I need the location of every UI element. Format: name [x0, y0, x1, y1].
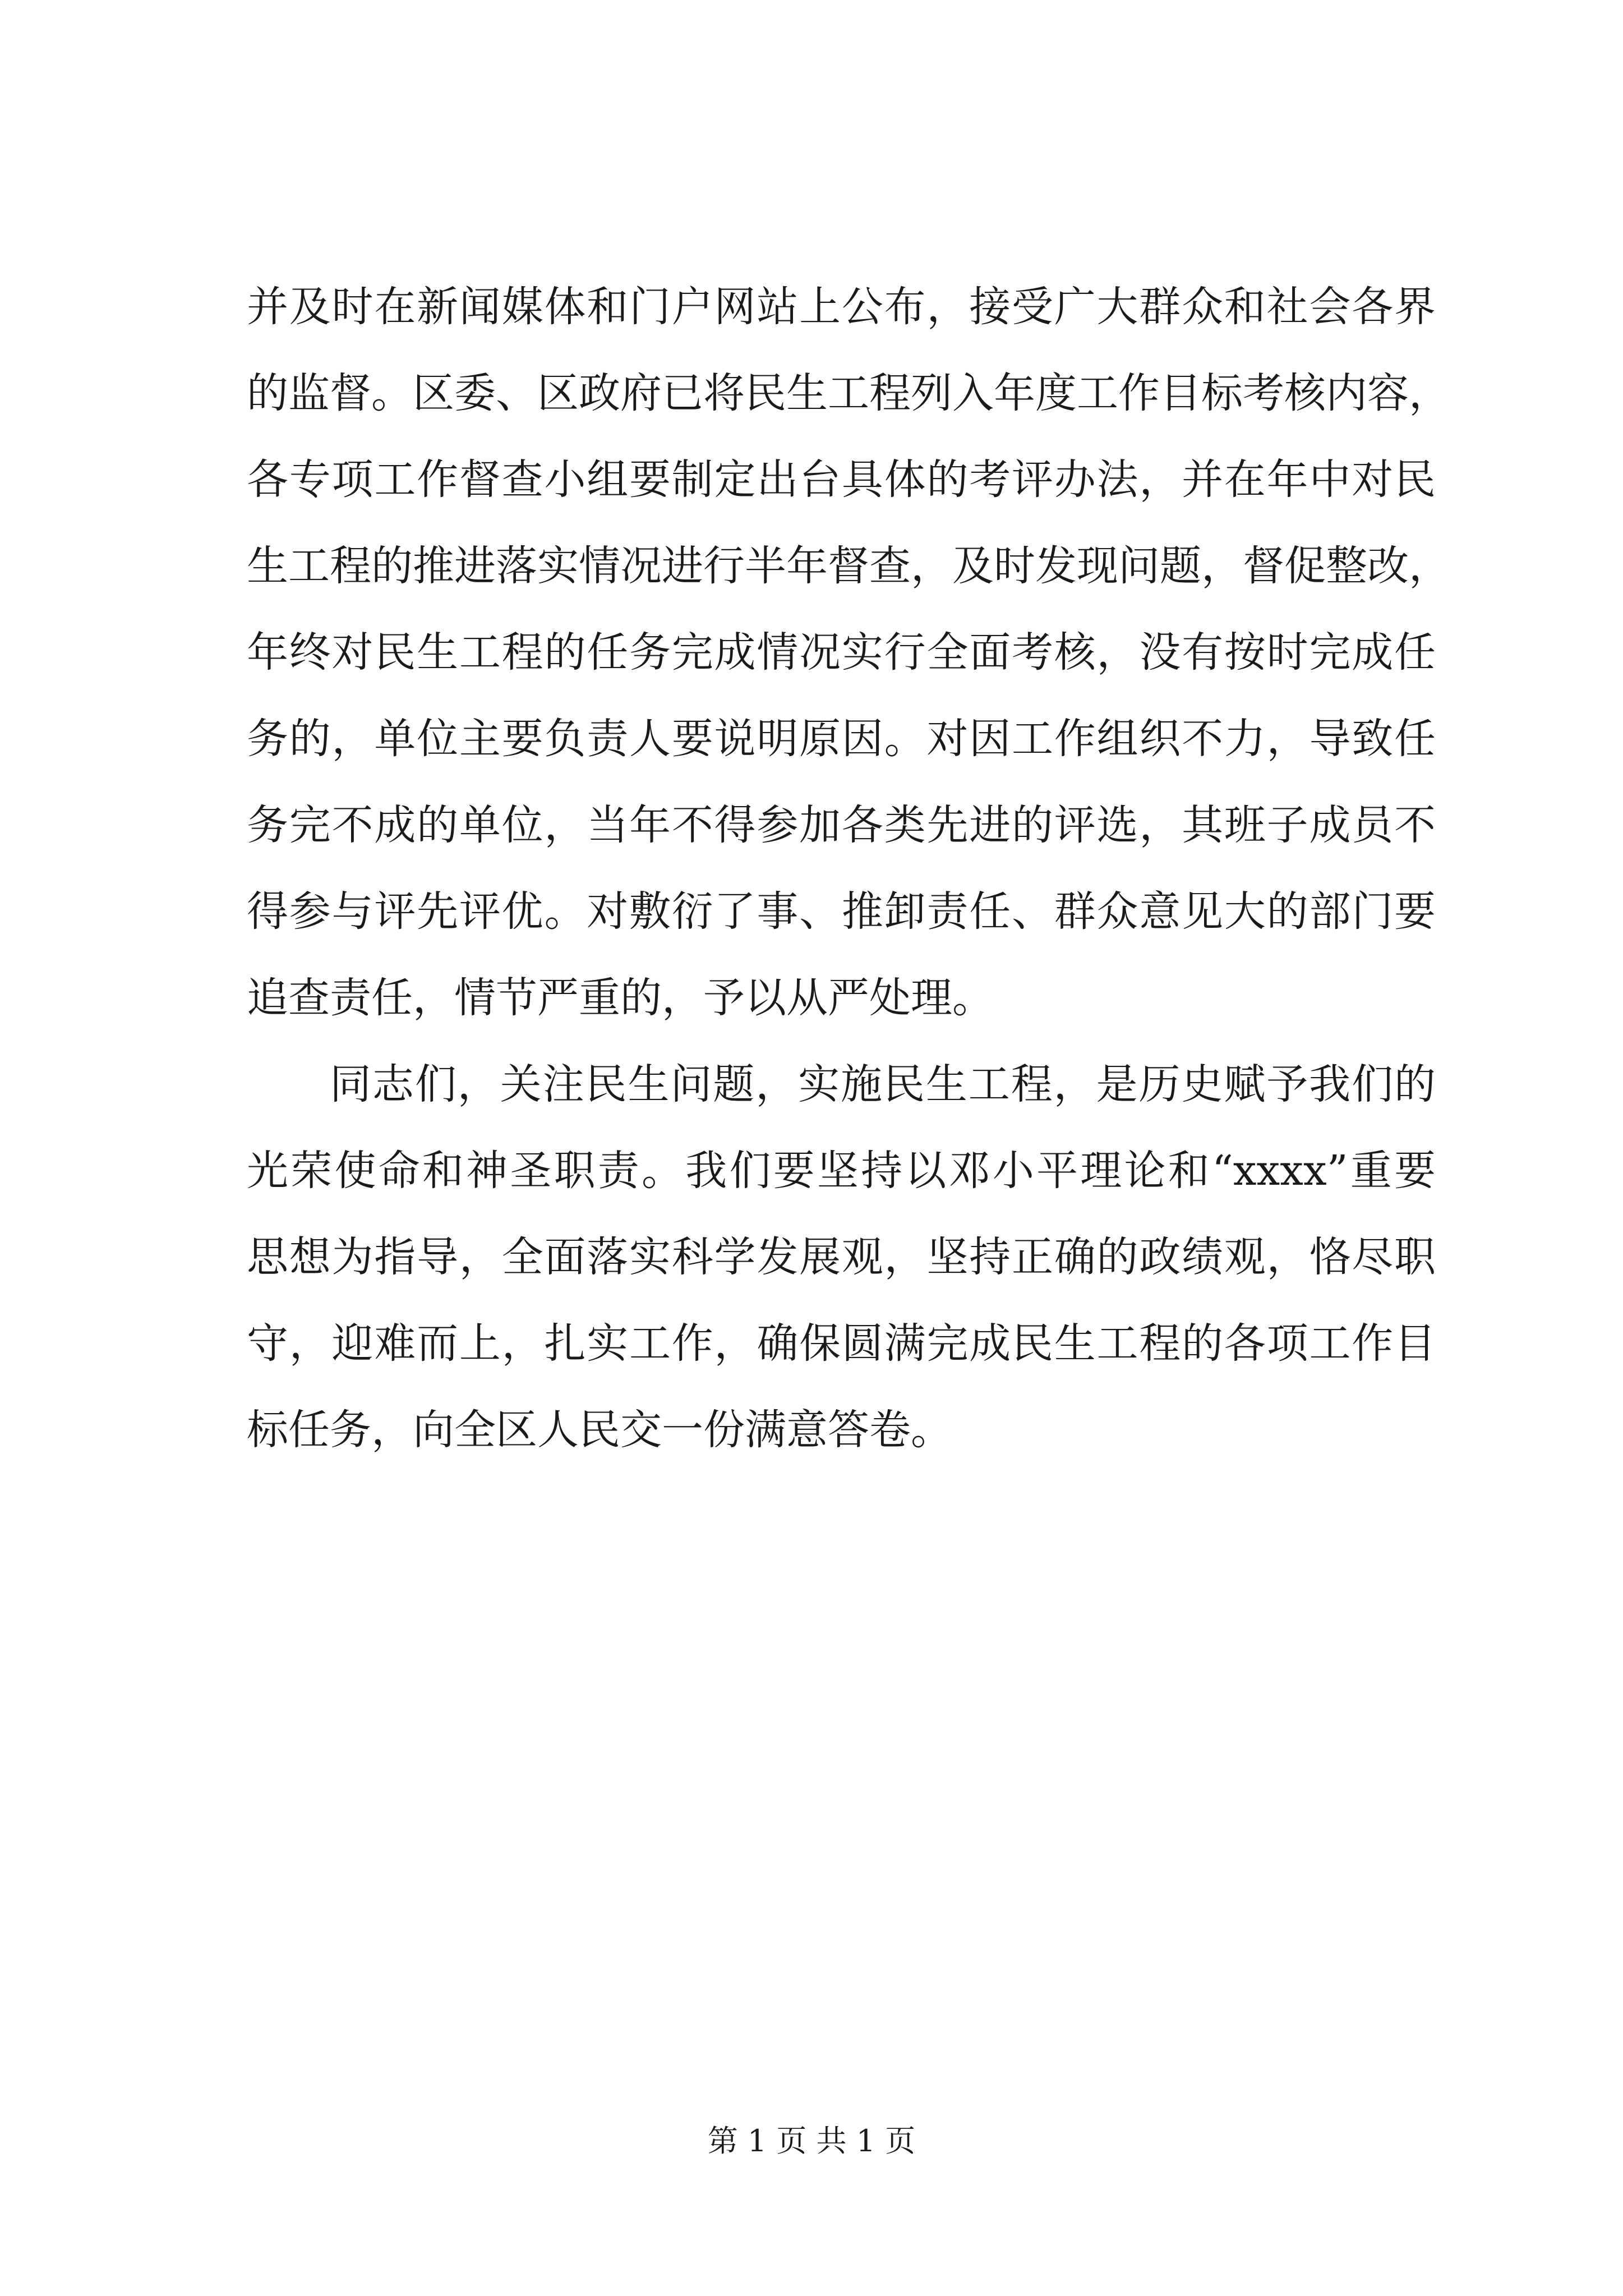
page-number: 第 1 页 共 1 页: [707, 2123, 916, 2159]
text-line: 的监督。区委、区政府已将民生工程列入年度工作目标考核内容，: [247, 369, 1450, 417]
text-line: 各专项工作督查小组要制定出台具体的考评办法，并在年中对民: [247, 455, 1436, 504]
text-line: 同志们，关注民生问题，实施民生工程，是历史赋予我们的: [330, 1060, 1436, 1108]
text-line: 生工程的推进落实情况进行半年督查，及时发现问题，督促整改，: [247, 542, 1450, 590]
page-footer: [0, 2122, 1623, 2161]
text-line: 得参与评先评优。对敷衍了事、推卸责任、群众意见大的部门要: [247, 887, 1436, 936]
text-line: 年终对民生工程的任务完成情况实行全面考核，没有按时完成任: [247, 628, 1436, 677]
text-line: 标任务，向全区人民交一份满意答卷。: [247, 1406, 952, 1454]
text-line: 并及时在新闻媒体和门户网站上公布，接受广大群众和社会各界: [247, 283, 1436, 331]
text-line: 务完不成的单位，当年不得参加各类先进的评选，其班子成员不: [247, 801, 1436, 849]
text-line: 守，迎难而上，扎实工作，确保圆满完成民生工程的各项工作目: [247, 1319, 1436, 1368]
text-line: 光荣使命和神圣职责。我们要坚持以邓小平理论和“xxxx”重要: [247, 1147, 1436, 1195]
text-line: 追查责任，情节严重的，予以从严处理。: [247, 974, 994, 1022]
paragraph-1: [247, 264, 1450, 1041]
paragraph-2: [247, 1041, 1436, 1473]
document-body: [247, 264, 1450, 1473]
text-line: 务的，单位主要负责人要说明原因。对因工作组织不力，导致任: [247, 715, 1436, 763]
text-line: 思想为指导，全面落实科学发展观，坚持正确的政绩观，恪尽职: [247, 1233, 1436, 1281]
